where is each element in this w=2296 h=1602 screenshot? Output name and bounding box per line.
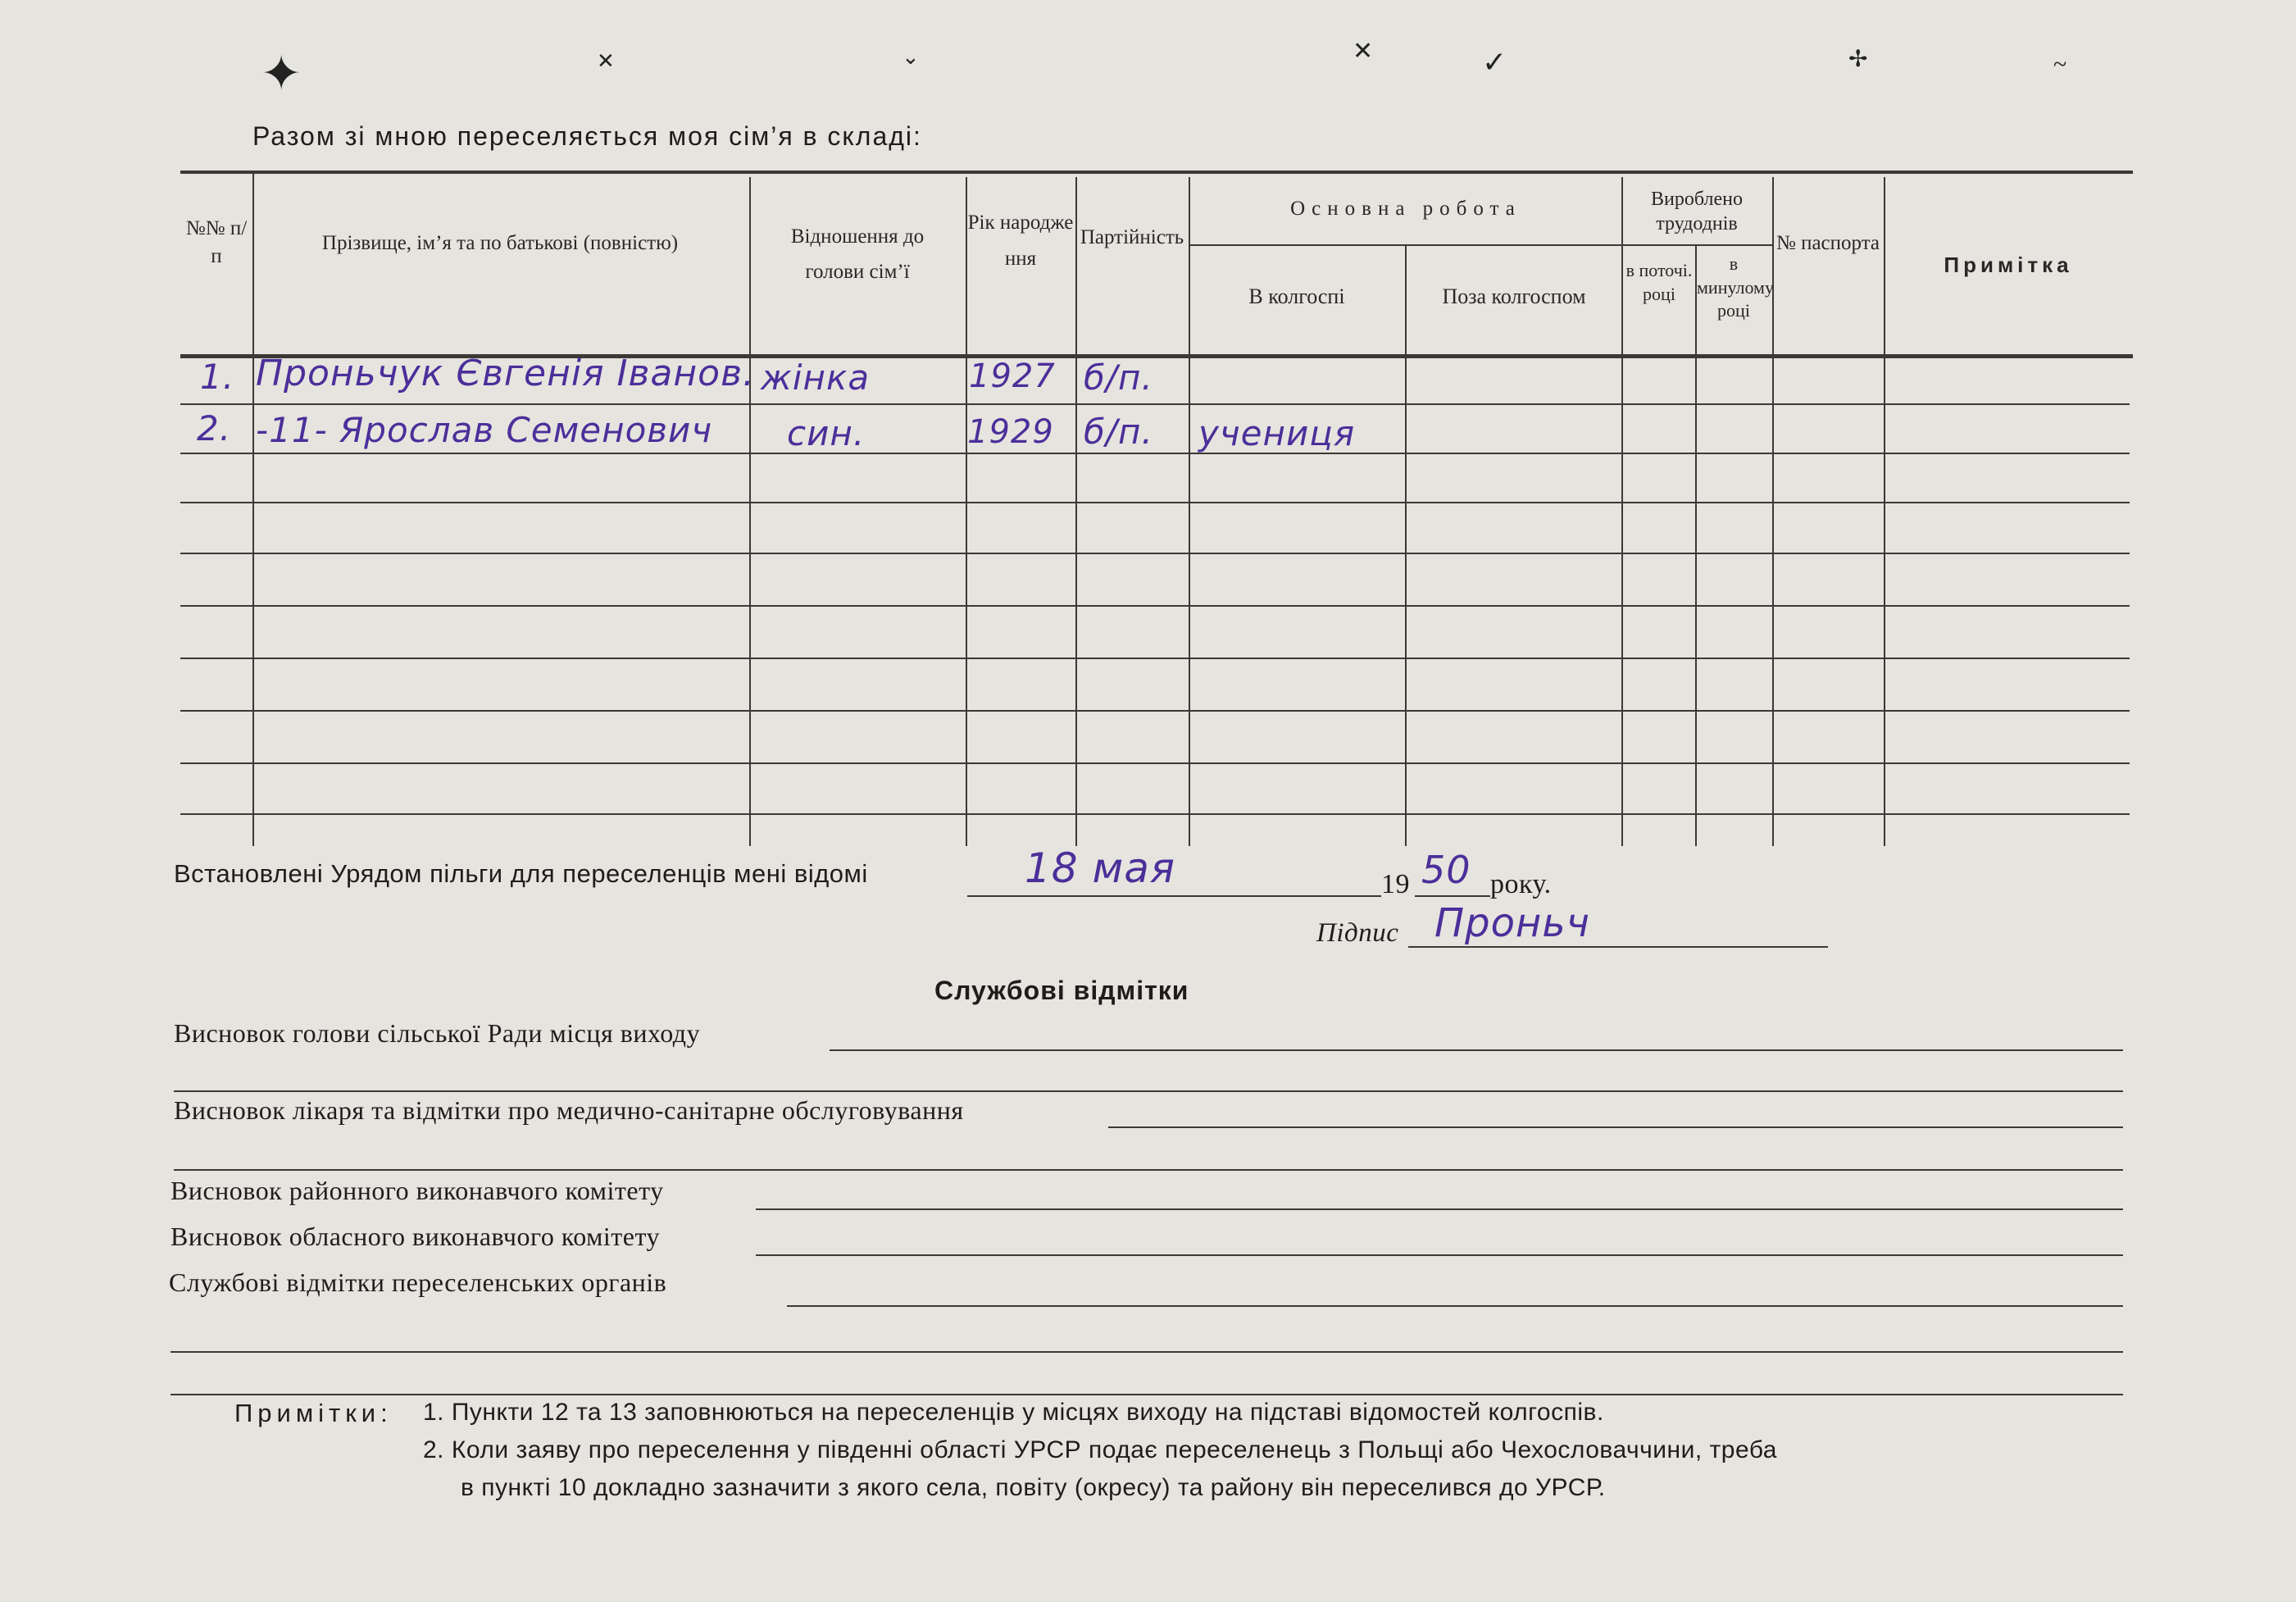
header-num: №№ п/п xyxy=(185,217,248,267)
row1-party: б/п. xyxy=(1084,357,1153,398)
col-line xyxy=(1621,177,1623,846)
row-line xyxy=(180,453,2130,454)
header-workdays: Вироблено трудоднів xyxy=(1651,189,1743,234)
service-fill-1 xyxy=(830,1049,2123,1051)
col-line xyxy=(1075,177,1077,846)
service-line-2: Висновок лікаря та відмітки про медично-санітарне обслуговування xyxy=(174,1095,964,1125)
note-item-1: 1. Пункти 12 та 13 заповнюються на переселенців у місцях виходу на підставі відомостей колгоспів. xyxy=(423,1399,1604,1426)
punch-mark: ✕ xyxy=(597,49,615,73)
service-fill-3 xyxy=(756,1208,2123,1210)
col-line xyxy=(1405,246,1407,846)
col-line xyxy=(1189,177,1190,846)
row1-num: 1. xyxy=(200,357,235,397)
benefits-date: 18 мая xyxy=(1025,844,1175,892)
note-item-3: в пункті 10 докладно зазначити з якого села, повіту (окресу) та району він переселився до УРСР. xyxy=(461,1474,1606,1501)
service-fill-5b xyxy=(170,1351,2123,1353)
service-title: Службові відмітки xyxy=(934,976,1189,1005)
row2-party: б/п. xyxy=(1084,412,1153,452)
row2-relation: син. xyxy=(787,413,866,453)
signature-fill-line xyxy=(1408,946,1828,948)
signature-hand: Проньч xyxy=(1434,900,1590,946)
service-fill-1b xyxy=(174,1090,2123,1092)
service-fill-5 xyxy=(787,1305,2123,1307)
header-past-year: в минулому році xyxy=(1697,253,1774,321)
header-passport: № паспорта xyxy=(1775,232,1880,254)
row-line xyxy=(180,762,2130,764)
service-fill-4 xyxy=(756,1254,2123,1256)
row-line xyxy=(180,813,2130,815)
service-line-5: Службові відмітки переселенських органів xyxy=(169,1267,667,1297)
service-fill-5c xyxy=(170,1394,2123,1395)
row1-relation: жінка xyxy=(761,357,871,398)
row-line xyxy=(180,658,2130,659)
header-relation: Відношення до голови сім’ї xyxy=(790,225,925,283)
header-name: Прізвище, ім’я та по батькові (повністю) xyxy=(321,232,679,254)
benefits-year-suffix: року. xyxy=(1490,869,1552,899)
table-top-border xyxy=(180,171,2133,174)
header-birth-year: Рік народження xyxy=(967,212,1074,270)
row-line xyxy=(180,710,2130,712)
service-line-3: Висновок районного виконавчого комітету xyxy=(170,1176,664,1205)
header-note: Примітка xyxy=(1944,253,2073,277)
service-line-1: Висновок голови сільської Ради місця виходу xyxy=(174,1018,701,1048)
header-current-year: в поточі. році xyxy=(1625,260,1693,304)
col-line xyxy=(1695,246,1697,846)
benefits-year-prefix: 19 xyxy=(1381,869,1410,899)
note-item-2: 2. Коли заяву про переселення у південні області УРСР подає переселенець з Польщі або Чехословаччини, треба xyxy=(423,1436,1777,1463)
punch-mark: ⌄ xyxy=(902,45,920,69)
punch-mark: ✦ xyxy=(261,47,302,101)
header-in-kolhosp: В колгоспі xyxy=(1248,284,1345,308)
col-line xyxy=(966,177,967,846)
row-line xyxy=(180,553,2130,554)
row2-in-kolhosp: учениця xyxy=(1198,413,1356,453)
header-outside-kolhosp: Поза колгоспом xyxy=(1442,284,1586,308)
row2-birth-year: 1929 xyxy=(967,413,1054,451)
row2-name: -11- Ярослав Семенович xyxy=(256,410,713,450)
row1-name: Проньчук Євгенія Іванов. xyxy=(256,353,755,394)
row-line xyxy=(180,502,2130,503)
benefits-year: 50 xyxy=(1421,848,1471,892)
workdays-divider xyxy=(1621,244,1772,246)
col-line xyxy=(252,172,254,846)
service-fill-2 xyxy=(1108,1126,2123,1128)
col-line xyxy=(749,177,751,846)
punch-mark: ~ xyxy=(2053,51,2067,78)
service-fill-2b xyxy=(174,1169,2123,1171)
punch-mark: ✓ xyxy=(1482,46,1507,79)
signature-label: Підпис xyxy=(1316,918,1399,948)
header-main-work: Основна робота xyxy=(1290,198,1521,220)
year-fill-line xyxy=(1415,895,1490,897)
row1-birth-year: 1927 xyxy=(969,357,1056,395)
header-party: Партійність xyxy=(1080,226,1184,248)
benefits-label: Встановлені Урядом пільги для переселенців мені відомі xyxy=(174,859,868,888)
notes-label: Примітки: xyxy=(234,1399,393,1427)
punch-mark: ✢ xyxy=(1848,47,1868,72)
intro-text: Разом зі мною переселяється моя сім’я в складі: xyxy=(252,121,922,151)
service-line-4: Висновок обласного виконавчого комітету xyxy=(170,1222,661,1251)
row2-num: 2. xyxy=(197,408,232,448)
punch-mark: ✕ xyxy=(1353,38,1374,65)
benefits-fill-line xyxy=(967,895,1381,897)
row-line xyxy=(180,403,2130,405)
row-line xyxy=(180,605,2130,607)
